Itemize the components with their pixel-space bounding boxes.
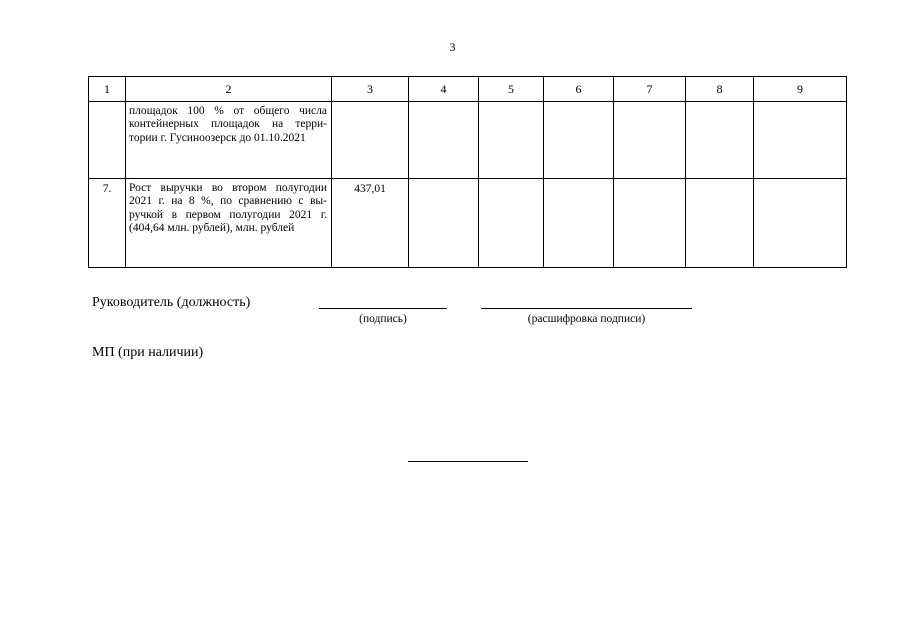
empty-cell (754, 179, 847, 268)
header-cell-5: 5 (479, 77, 544, 102)
empty-cell (754, 102, 847, 179)
row-description-cell: Рост выручки во втором полугодии 2021 г. на 8 %, по сравнению с вы-ручкой в первом полугодии 2021 г. (404,64 млн. рублей), млн. рублей (126, 179, 332, 268)
row-value-cell: 437,01 (332, 179, 409, 268)
header-cell-8: 8 (686, 77, 754, 102)
empty-cell (686, 179, 754, 268)
table-row (89, 102, 847, 179)
empty-cell (479, 179, 544, 268)
header-cell-3: 3 (332, 77, 409, 102)
name-line (481, 308, 692, 309)
table-header-row (89, 77, 847, 102)
empty-cell (479, 102, 544, 179)
row-number-cell (89, 102, 126, 179)
empty-cell (614, 102, 686, 179)
empty-cell (614, 179, 686, 268)
signatory-label: Руководитель (должность) (92, 295, 251, 310)
stamp-label: МП (при наличии) (92, 345, 204, 360)
empty-cell (544, 179, 614, 268)
bottom-line (408, 461, 528, 462)
header-cell-4: 4 (409, 77, 479, 102)
empty-cell (409, 179, 479, 268)
header-cell-7: 7 (614, 77, 686, 102)
empty-cell (409, 102, 479, 179)
empty-cell (544, 102, 614, 179)
row-number-cell: 7. (89, 179, 126, 268)
header-cell-2: 2 (126, 77, 332, 102)
header-cell-1: 1 (89, 77, 126, 102)
empty-cell (686, 102, 754, 179)
row-value-cell (332, 102, 409, 179)
row-description-cell: площадок 100 % от общего числа контейнерных площадок на терри-тории г. Гусиноозерск до 01.10.2021 (126, 102, 332, 179)
report-table (88, 76, 847, 268)
signature-line (319, 308, 447, 309)
table-row (89, 179, 847, 268)
name-caption: (расшифровка подписи) (527, 313, 646, 325)
header-cell-9: 9 (754, 77, 847, 102)
page-number: 3 (449, 40, 456, 54)
signature-caption: (подпись) (359, 313, 407, 325)
header-cell-6: 6 (544, 77, 614, 102)
